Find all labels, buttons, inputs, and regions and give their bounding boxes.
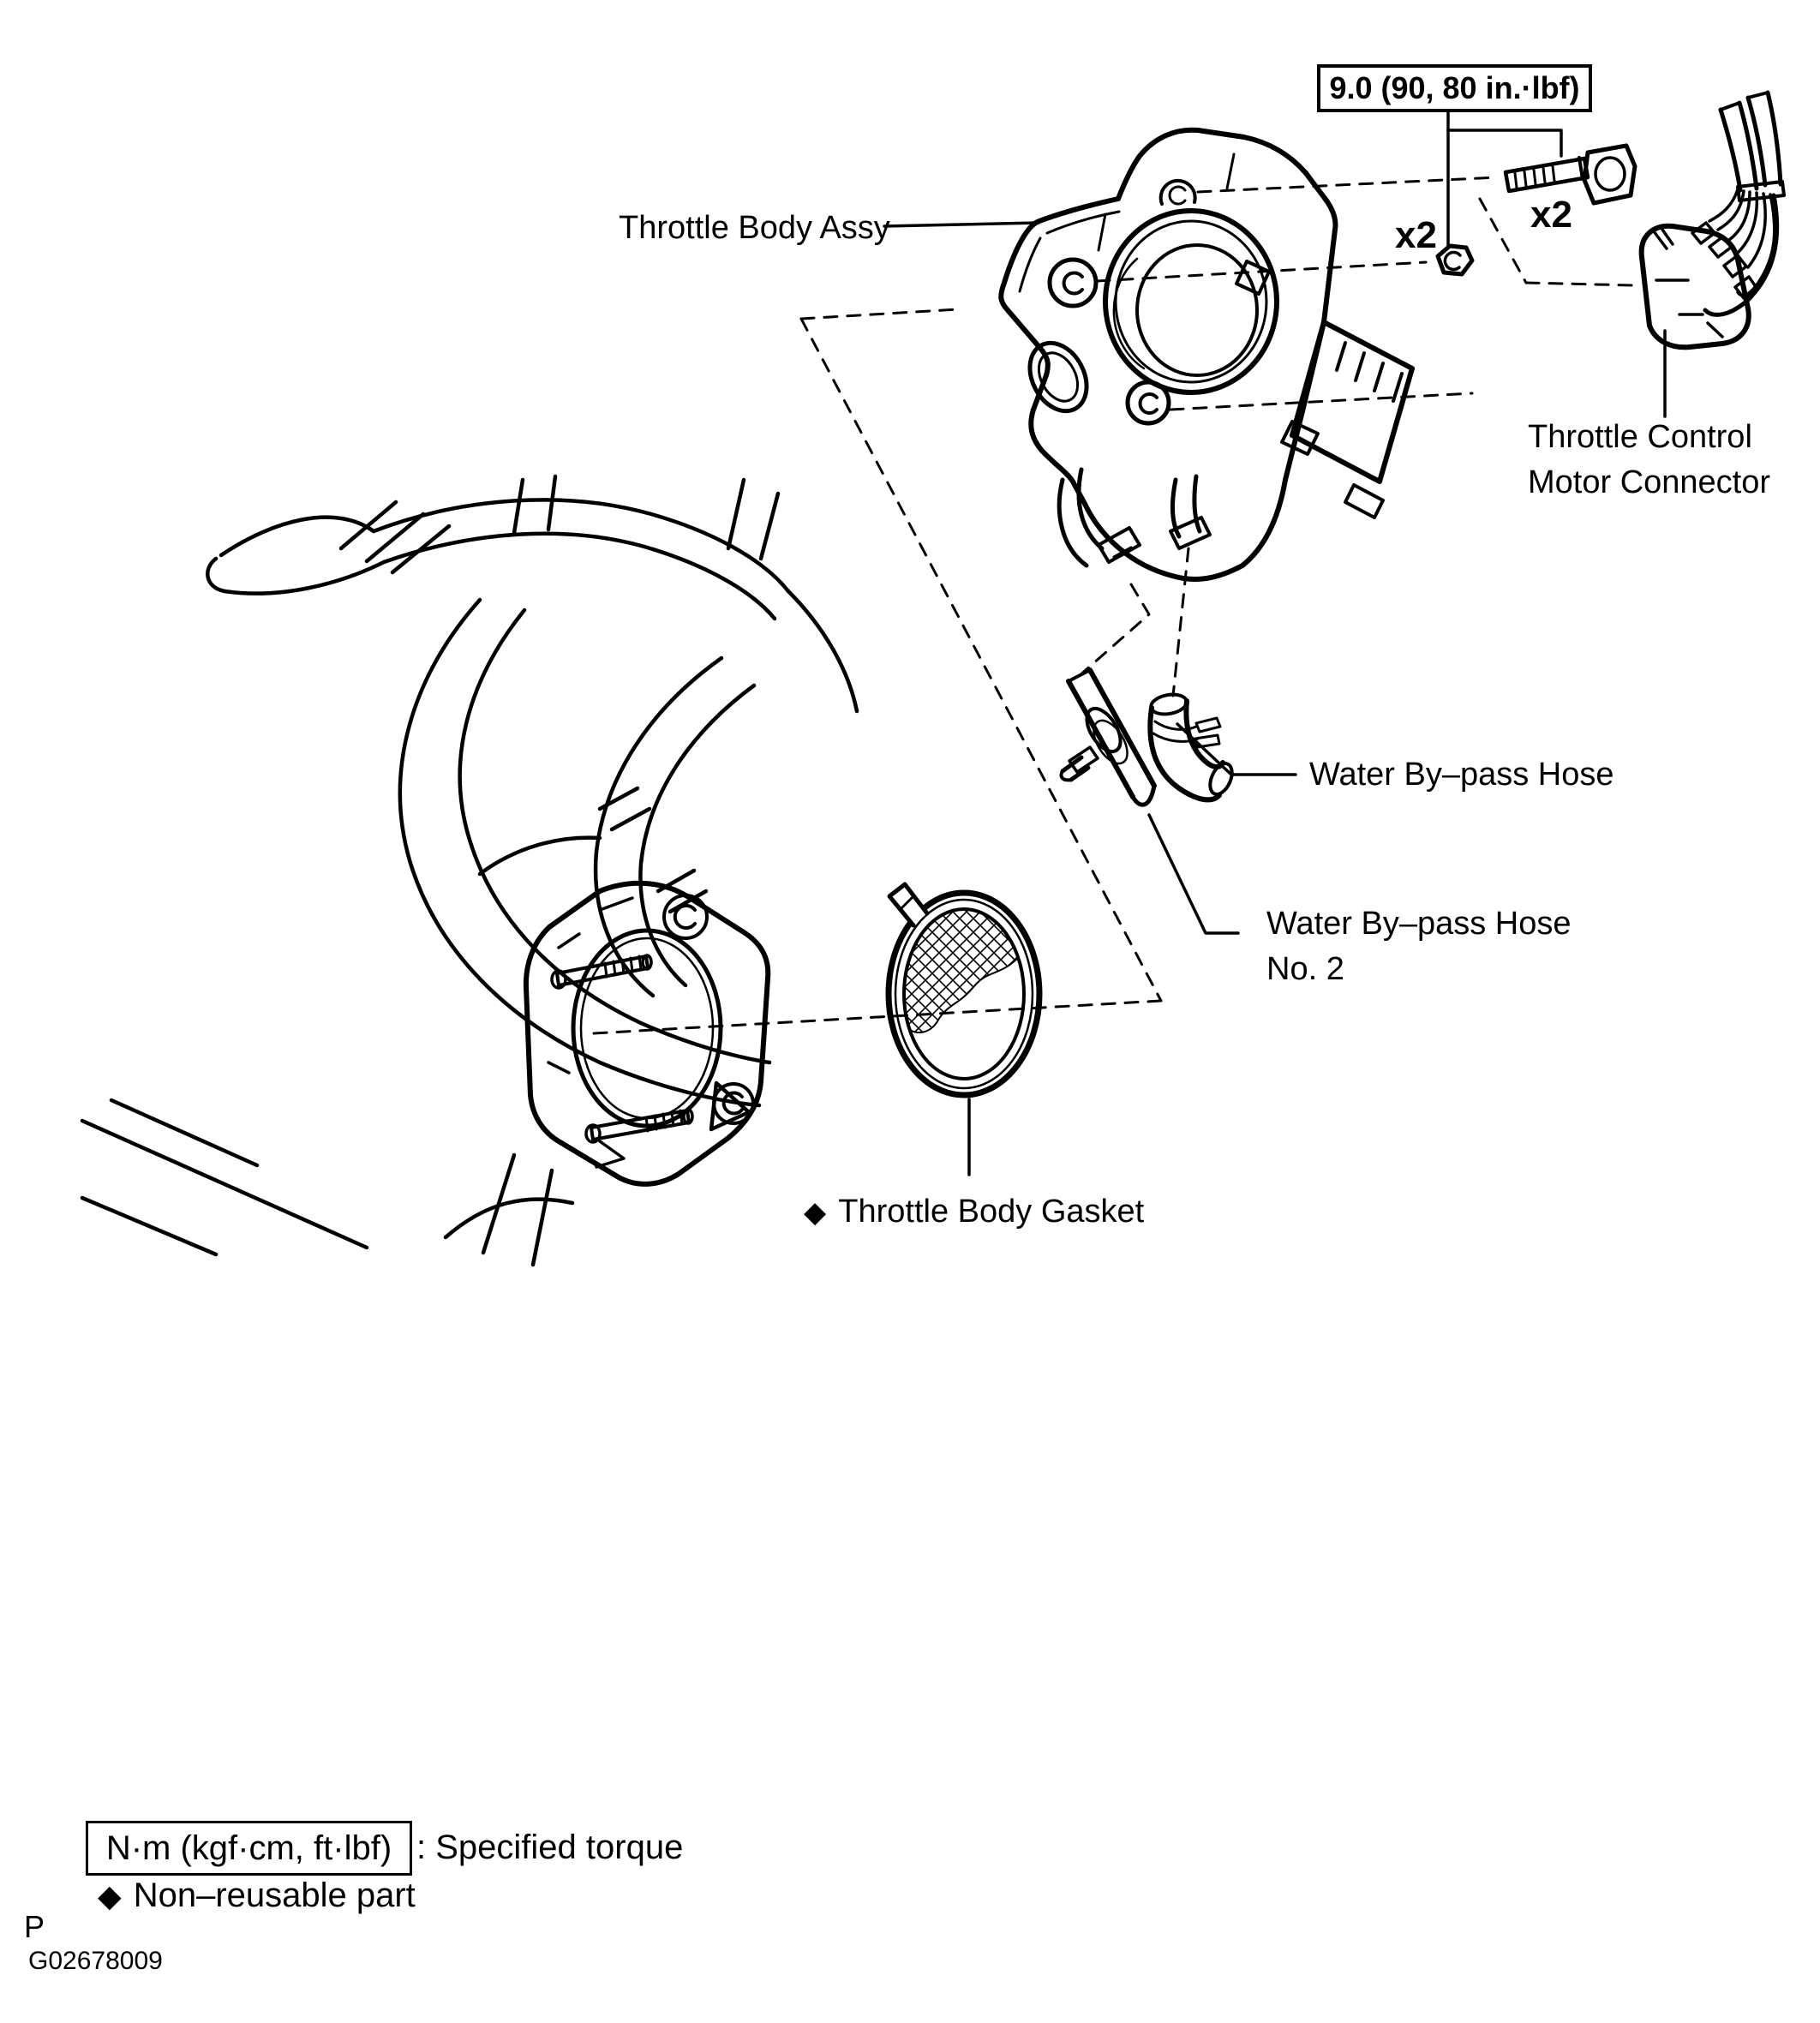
legend-nonreusable (98, 1875, 416, 1917)
legend-torque-unit-box (86, 1821, 412, 1876)
throttle-body-gasket-label (804, 1189, 1144, 1236)
throttle-body-drawing (1001, 130, 1412, 579)
leader-lines (884, 105, 1665, 1175)
non-reusable-diamond-icon: ◆ (804, 1196, 827, 1229)
legend-diamond-icon: ◆ (98, 1878, 122, 1913)
page-letter: P (24, 1909, 45, 1944)
water-bypass-hose-drawing (1149, 692, 1236, 800)
legend-torque-unit-text: N·m (kgf·cm, ft·lbf) (105, 1828, 392, 1867)
throttle-control-motor-connector-line2: Motor Connector (1528, 464, 1771, 500)
throttle-control-motor-connector-drawing (1642, 93, 1784, 347)
water-bypass-hose-no2-line1: Water By–pass Hose (1266, 906, 1572, 942)
figure-code: G02678009 (28, 1947, 163, 1975)
torque-spec-callout (1317, 64, 1592, 112)
legend-nonreusable-text: Non–reusable part (133, 1876, 416, 1914)
throttle-body-assy-label: Throttle Body Assy (619, 210, 890, 246)
bolt-quantity-label: x2 (1530, 194, 1572, 236)
throttle-control-motor-connector-line1: Throttle Control (1528, 419, 1752, 455)
water-tube-right (1170, 476, 1210, 548)
engine-manifold-drawing (82, 476, 857, 1265)
throttle-body-gasket-drawing (889, 884, 1039, 1095)
throttle-motor-terminal-block (1292, 322, 1412, 518)
torque-spec-value: 9.0 (90, 80 in.·lbf) (1329, 70, 1580, 105)
water-bypass-hose-no2-label (1266, 901, 1572, 992)
throttle-body-gasket-text: Throttle Body Gasket (838, 1194, 1145, 1230)
water-bypass-hose-no2-drawing (1061, 670, 1154, 805)
nut-quantity-label: x2 (1395, 214, 1437, 256)
water-bypass-hose-no2-line2: No. 2 (1266, 951, 1344, 987)
water-bypass-hose-label: Water By–pass Hose (1309, 757, 1614, 793)
legend-torque-description: : Specified torque (416, 1828, 684, 1866)
throttle-control-motor-connector-label (1528, 415, 1770, 506)
nut-drawing (1438, 246, 1472, 274)
